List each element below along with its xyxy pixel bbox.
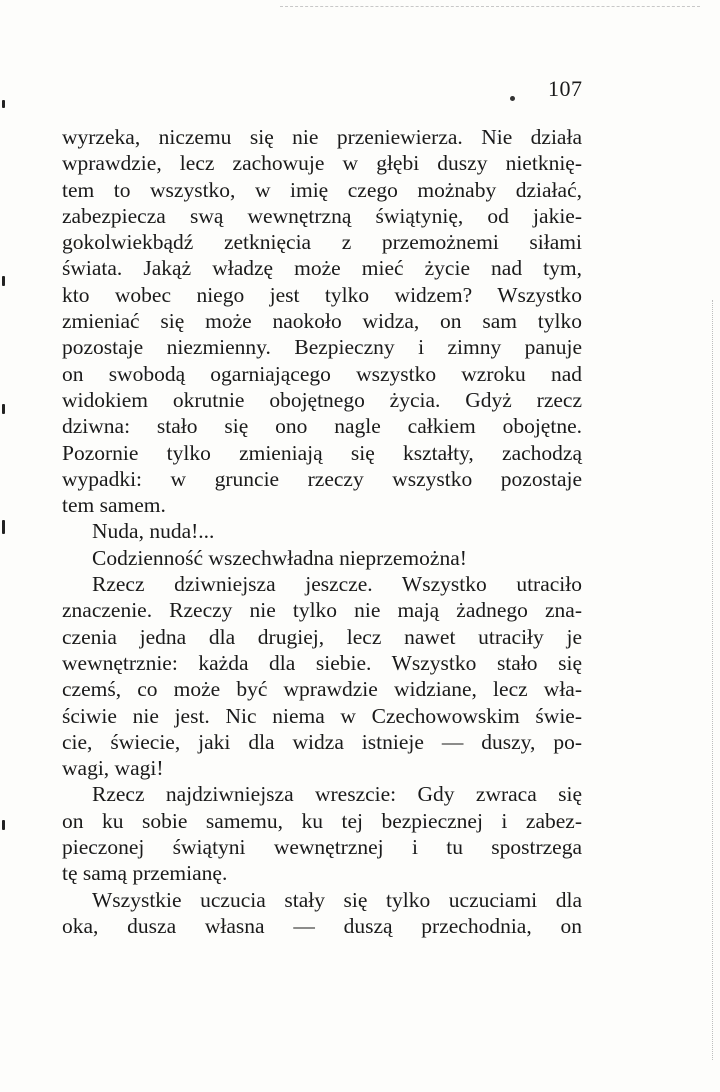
text-line: on ku sobie samemu, ku tej bezpiecznej i zabez- (62, 808, 582, 833)
text-line: gokolwiekbądź zetknięcia z przemożnemi siłami (62, 230, 582, 255)
margin-mark (2, 520, 5, 534)
text-line: tem samem. (62, 493, 166, 518)
page-right-edge (712, 300, 716, 1060)
text-line: wewnętrznie: każda dla siebie. Wszystko stało się (62, 650, 582, 675)
text-line: zabezpiecza swą wewnętrzną świątynię, od jakie- (62, 203, 582, 228)
ink-dot (510, 96, 515, 101)
text-line: czemś, co może być wprawdzie widziane, lecz wła- (62, 677, 582, 702)
text-line: Codzienność wszechwładna nieprzemożna! (92, 545, 467, 570)
text-line: dziwna: stało się ono nagle całkiem obojętne. (62, 414, 582, 439)
text-line: tę samą przemianę. (62, 861, 228, 886)
text-line: znaczenie. Rzeczy nie tylko nie mają żadnego zna- (62, 598, 582, 623)
text-line: ściwie nie jest. Nic niema w Czechowowskim świe- (62, 703, 582, 728)
text-line: pozostaje niezmienny. Bezpieczny i zimny panuje (62, 335, 582, 360)
text-line: Nuda, nuda!... (92, 519, 215, 544)
margin-mark (2, 404, 5, 414)
text-line: Rzecz najdziwniejsza wreszcie: Gdy zwraca się (92, 782, 582, 807)
margin-mark (2, 100, 5, 108)
text-line: widokiem okrutnie obojętnego życia. Gdyż rzecz (62, 387, 582, 412)
margin-mark (2, 820, 5, 830)
text-line: czenia jedna dla drugiej, lecz nawet utraciły je (62, 624, 582, 649)
text-line: on swobodą ogarniającego wszystko wzroku nad (62, 361, 582, 386)
text-line: wyrzeka, niczemu się nie przeniewierza. Nie działa (62, 125, 582, 149)
text-line: Pozornie tylko zmieniają się kształty, zachodzą (62, 440, 582, 465)
text-line: oka, dusza własna — duszą przechodnia, on (62, 913, 582, 938)
text-line: kto wobec niego jest tylko widzem? Wszystko (62, 282, 582, 307)
text-line: Rzecz dziwniejsza jeszcze. Wszystko utraciło (92, 572, 582, 597)
text-line: Wszystkie uczucia stały się tylko uczuciami dla (92, 887, 582, 912)
text-line: wprawdzie, lecz zachowuje w głębi duszy nietknię- (62, 151, 582, 176)
page-top-edge (280, 6, 700, 9)
text-line: wagi, wagi! (62, 756, 164, 781)
body-text (62, 124, 582, 939)
page-number: 107 (548, 76, 583, 101)
text-line: zmieniać się może naokoło widza, on sam tylko (62, 309, 582, 334)
margin-mark (2, 276, 5, 286)
text-line: wypadki: w gruncie rzeczy wszystko pozostaje (62, 466, 582, 491)
text-line: tem to wszystko, w imię czego możnaby działać, (62, 177, 582, 202)
text-line: świata. Jakąż władzę może mieć życie nad tym, (62, 256, 582, 281)
text-line: cie, świecie, jaki dla widza istnieje — duszy, po- (62, 729, 582, 754)
text-line: pieczonej świątyni wewnętrznej i tu spostrzega (62, 835, 582, 860)
